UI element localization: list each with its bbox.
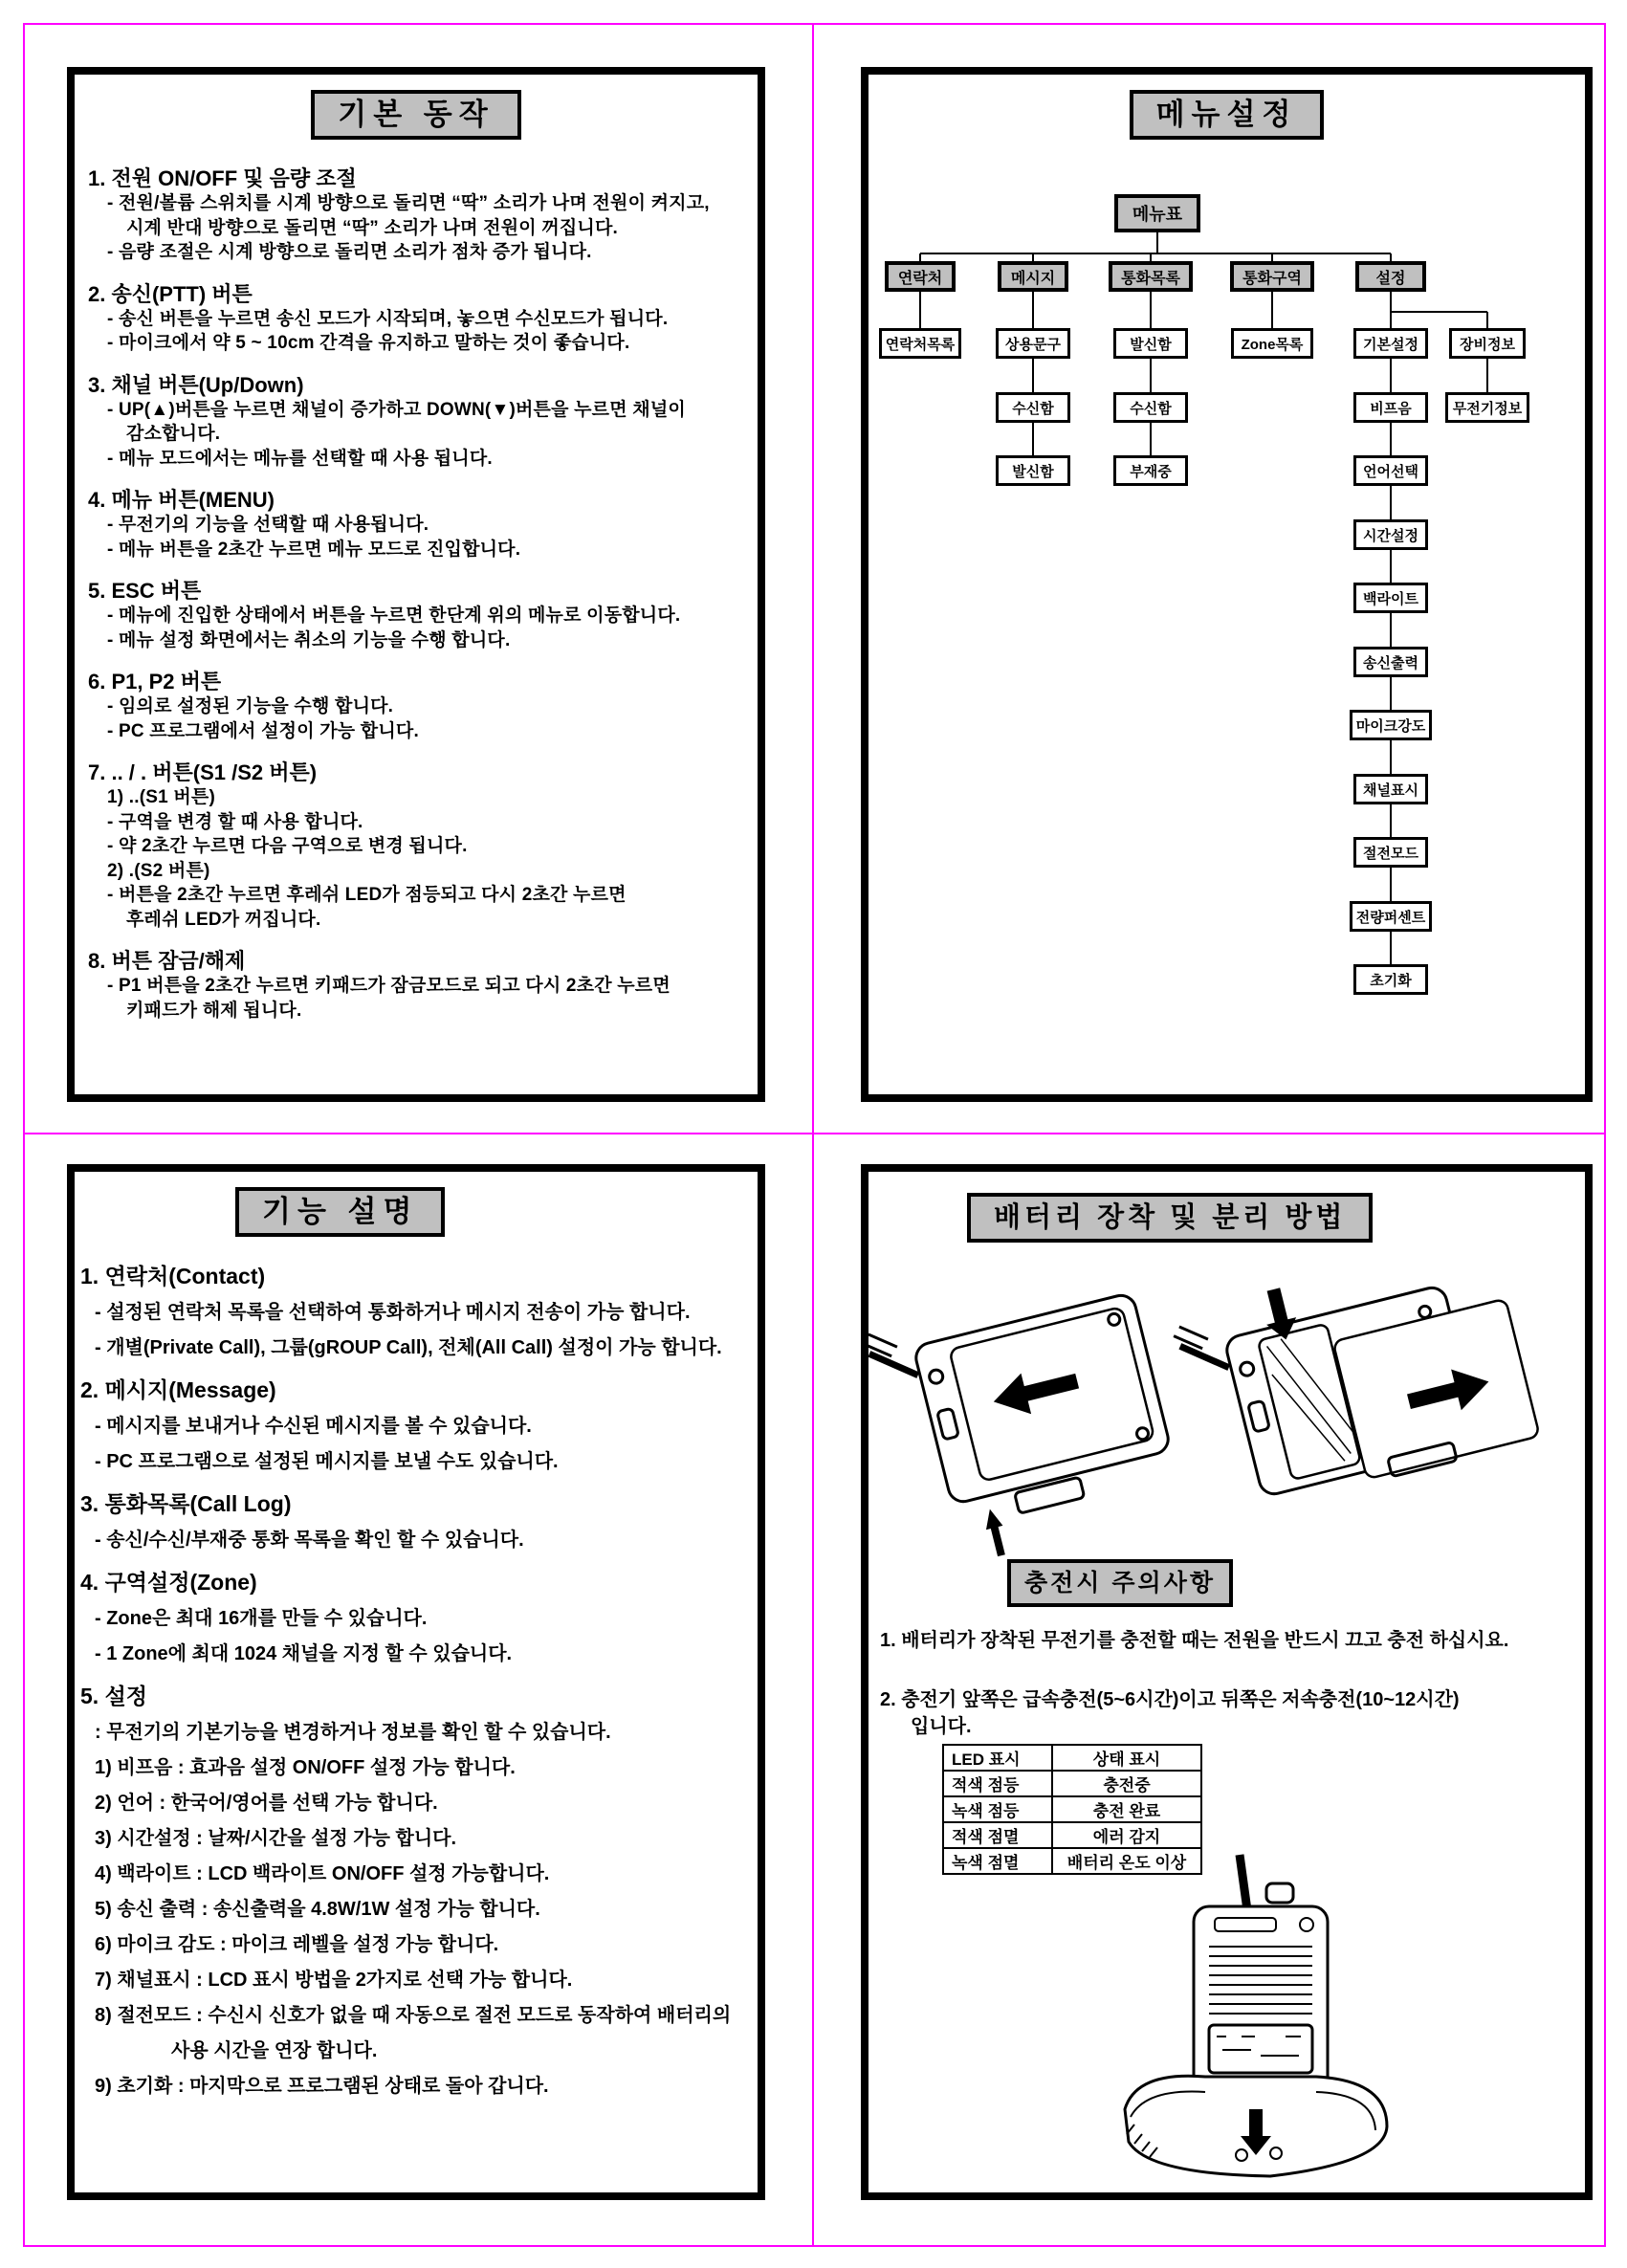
section-heading: 4. 메뉴 버튼(MENU): [88, 488, 275, 512]
panel-menu-setting: [861, 67, 1593, 1102]
feature-text: [75, 1237, 758, 2104]
panel-basic-operation: [67, 67, 765, 1102]
led-cell: 적색 점등: [943, 1771, 1052, 1796]
basic-operation-title: 기본 동작: [311, 90, 520, 140]
section-heading: 8. 버튼 잠금/해제: [88, 949, 246, 973]
menu-flow-connectors: [868, 75, 1585, 1094]
section-line: - 설정된 연락처 목록을 선택하여 통화하거나 메시지 전송이 가능 합니다.: [95, 1302, 691, 1323]
battery-diagrams: [868, 1256, 1576, 1557]
section-line: 키패드가 해제 됩니다.: [126, 1000, 302, 1021]
menu-node: Zone목록: [1231, 328, 1313, 359]
table-row: [943, 1771, 1201, 1796]
section-line: 후레쉬 LED가 꺼집니다.: [126, 909, 321, 930]
menu-node: 비프음: [1353, 392, 1428, 423]
section-line: - 임의로 설정된 기능을 수행 합니다.: [107, 696, 394, 716]
section-line: - 메뉴 모드에서는 메뉴를 선택할 때 사용 됩니다.: [107, 448, 493, 469]
section-line: - 메시지를 보내거나 수신된 메시지를 볼 수 있습니다.: [95, 1416, 532, 1437]
section-heading: 7. .. / . 버튼(S1 /S2 버튼): [88, 760, 318, 784]
menu-node: 기본설정: [1353, 328, 1428, 359]
section-heading: 6. P1, P2 버튼: [88, 670, 222, 694]
section-line: - 메뉴에 진입한 상태에서 버튼을 누르면 한단계 위의 메뉴로 이동합니다.: [107, 606, 681, 626]
section-heading: 5. 설정: [80, 1684, 148, 1708]
section-heading: 5. ESC 버튼: [88, 579, 202, 603]
arrow-up-icon: [981, 1508, 1010, 1557]
menu-node: 발신함: [996, 455, 1070, 486]
section-line: 1) 비프음 : 효과음 설정 ON/OFF 설정 가능 합니다.: [95, 1757, 516, 1778]
menu-node: 백라이트: [1353, 583, 1428, 613]
caution-line: 2. 충전기 앞쪽은 급속충전(5~6시간)이고 뒤쪽은 저속충전(10~12시간): [880, 1689, 1460, 1710]
section-line: - 송신 버튼을 누르면 송신 모드가 시작되며, 놓으면 수신모드가 됩니다.: [107, 308, 669, 329]
section-line: 6) 마이크 감도 : 마이크 레벨을 설정 가능 합니다.: [95, 1934, 499, 1955]
feature-title-wrap: [75, 1187, 758, 1237]
section-line: 2) .(S2 버튼): [107, 860, 210, 881]
menu-node: 부재중: [1113, 455, 1188, 486]
status-cell: 충전중: [1052, 1771, 1201, 1796]
status-cell: 충전 완료: [1052, 1796, 1201, 1822]
menu-node: 연락처: [885, 261, 956, 292]
menu-node: 수신함: [1113, 392, 1188, 423]
section-line: - 구역을 변경 할 때 사용 합니다.: [107, 811, 363, 832]
led-cell: 녹색 점멸: [943, 1848, 1052, 1874]
section-line: - P1 버튼을 2초간 누르면 키패드가 잠금모드로 되고 다시 2초간 누르면: [107, 976, 671, 996]
section-line: 사용 시간을 연장 합니다.: [171, 2040, 378, 2061]
section-line: 1) ..(S1 버튼): [107, 787, 216, 807]
panel-battery: [861, 1164, 1593, 2200]
menu-node: 언어선택: [1353, 455, 1428, 486]
menu-node: 수신함: [996, 392, 1070, 423]
section-line: - 1 Zone에 최대 1024 채널을 지정 할 수 있습니다.: [95, 1643, 513, 1664]
status-cell: 배터리 온도 이상: [1052, 1848, 1201, 1874]
menu-node: 절전모드: [1353, 837, 1428, 868]
section-line: : 무전기의 기본기능을 변경하거나 정보를 확인 할 수 있습니다.: [95, 1722, 611, 1743]
section-heading: 3. 채널 버튼(Up/Down): [88, 372, 304, 397]
caution-line: 1. 배터리가 장착된 무전기를 충전할 때는 전원을 반드시 끄고 충전 하십시요.: [880, 1630, 1509, 1651]
section-line: 9) 초기화 : 마지막으로 프로그램된 상태로 돌아 갑니다.: [95, 2076, 549, 2097]
section-line: - 송신/수신/부재중 통화 목록을 확인 할 수 있습니다.: [95, 1530, 524, 1551]
section-heading: 1. 연락처(Contact): [80, 1264, 266, 1288]
section-line: - PC 프로그램에서 설정이 가능 합니다.: [107, 720, 419, 741]
battery-title: 배터리 장착 및 분리 방법: [967, 1193, 1373, 1243]
section-line: - Zone은 최대 16개를 만들 수 있습니다.: [95, 1608, 428, 1629]
panel-feature-description: [67, 1164, 765, 2200]
charger-diagram: [1098, 1853, 1414, 2190]
section-line: 5) 송신 출력 : 송신출력을 4.8W/1W 설정 가능 합니다.: [95, 1899, 540, 1920]
table-row: [943, 1796, 1201, 1822]
basic-operation-title-wrap: [75, 90, 758, 140]
status-cell: 에러 감지: [1052, 1822, 1201, 1848]
caution-line: 입니다.: [911, 1716, 972, 1737]
led-cell: LED 표시: [943, 1745, 1052, 1771]
menu-node: 무전기정보: [1445, 392, 1529, 423]
menu-setting-title: 메뉴설정: [1130, 90, 1325, 140]
section-heading: 2. 송신(PTT) 버튼: [88, 281, 253, 306]
section-line: - 개별(Private Call), 그룹(gROUP Call), 전체(All Call) 설정이 가능 합니다.: [95, 1337, 722, 1358]
section-line: - 메뉴 설정 화면에서는 취소의 기능을 수행 합니다.: [107, 629, 511, 650]
menu-node: 메시지: [998, 261, 1068, 292]
menu-node: 설정: [1355, 261, 1426, 292]
status-cell: 상태 표시: [1052, 1745, 1201, 1771]
section-line: - 버튼을 2초간 누르면 후레쉬 LED가 점등되고 다시 2초간 누르면: [107, 885, 627, 905]
section-line: 2) 언어 : 한국어/영어를 선택 가능 합니다.: [95, 1793, 438, 1814]
menu-node: 통화목록: [1109, 261, 1193, 292]
table-row: [943, 1822, 1201, 1848]
menu-node: 장비정보: [1449, 328, 1526, 359]
section-heading: 1. 전원 ON/OFF 및 음량 조절: [88, 166, 357, 190]
section-line: 감소합니다.: [126, 424, 221, 444]
menu-node: 상용문구: [996, 328, 1070, 359]
menu-node: 메뉴표: [1114, 194, 1200, 232]
battery-attach-diagram: [868, 1270, 1186, 1557]
section-line: 시계 반대 방향으로 돌리면 “딱” 소리가 나며 전원이 꺼집니다.: [126, 217, 619, 238]
section-line: - 약 2초간 누르면 다음 구역으로 변경 됩니다.: [107, 836, 468, 856]
menu-node: 전량퍼센트: [1350, 901, 1432, 932]
led-cell: 녹색 점등: [943, 1796, 1052, 1822]
section-line: 3) 시간설정 : 날짜/시간을 설정 가능 합니다.: [95, 1828, 457, 1849]
section-heading: 2. 메시지(Message): [80, 1377, 276, 1402]
menu-node: 채널표시: [1353, 774, 1428, 804]
section-line: - 무전기의 기능을 선택할 때 사용됩니다.: [107, 515, 429, 535]
section-heading: 4. 구역설정(Zone): [80, 1570, 257, 1595]
page-divider-horizontal: [23, 1133, 1604, 1134]
feature-title: 기능 설명: [235, 1187, 445, 1237]
section-heading: 3. 통화목록(Call Log): [80, 1491, 292, 1516]
section-line: - 메뉴 버튼을 2초간 누르면 메뉴 모드로 진입합니다.: [107, 539, 521, 560]
menu-node: 연락처목록: [879, 328, 961, 359]
menu-node: 시간설정: [1353, 519, 1428, 550]
charging-caution-title: 충전시 주의사항: [1007, 1559, 1233, 1607]
menu-node: 마이크강도: [1350, 710, 1432, 740]
menu-node: 초기화: [1353, 964, 1428, 995]
section-line: - 전원/볼륨 스위치를 시계 방향으로 돌리면 “딱” 소리가 나며 전원이 켜지고,: [107, 193, 710, 213]
section-line: - 음량 조절은 시계 방향으로 돌리면 소리가 점차 증가 됩니다.: [107, 242, 592, 262]
table-row: [943, 1745, 1201, 1771]
section-line: 7) 채널표시 : LCD 표시 방법을 2가지로 선택 가능 합니다.: [95, 1970, 573, 1991]
section-line: - UP(▲)버튼을 누르면 채널이 증가하고 DOWN(▼)버튼을 누르면 채널이: [107, 399, 686, 420]
basic-operation-text: [75, 140, 758, 1023]
menu-node: 송신출력: [1353, 647, 1428, 677]
section-line: - 마이크에서 약 5 ~ 10cm 간격을 유지하고 말하는 것이 좋습니다.: [107, 333, 630, 353]
battery-detach-diagram: [1169, 1256, 1541, 1520]
section-line: 8) 절전모드 : 수신시 신호가 없을 때 자동으로 절전 모드로 동작하여 배터리의: [95, 2005, 732, 2026]
menu-node: 발신함: [1113, 328, 1188, 359]
section-line: 4) 백라이트 : LCD 백라이트 ON/OFF 설정 가능합니다.: [95, 1863, 550, 1884]
section-line: - PC 프로그램으로 설정된 메시지를 보낼 수도 있습니다.: [95, 1451, 559, 1472]
led-cell: 적색 점멸: [943, 1822, 1052, 1848]
menu-node: 통화구역: [1230, 261, 1314, 292]
